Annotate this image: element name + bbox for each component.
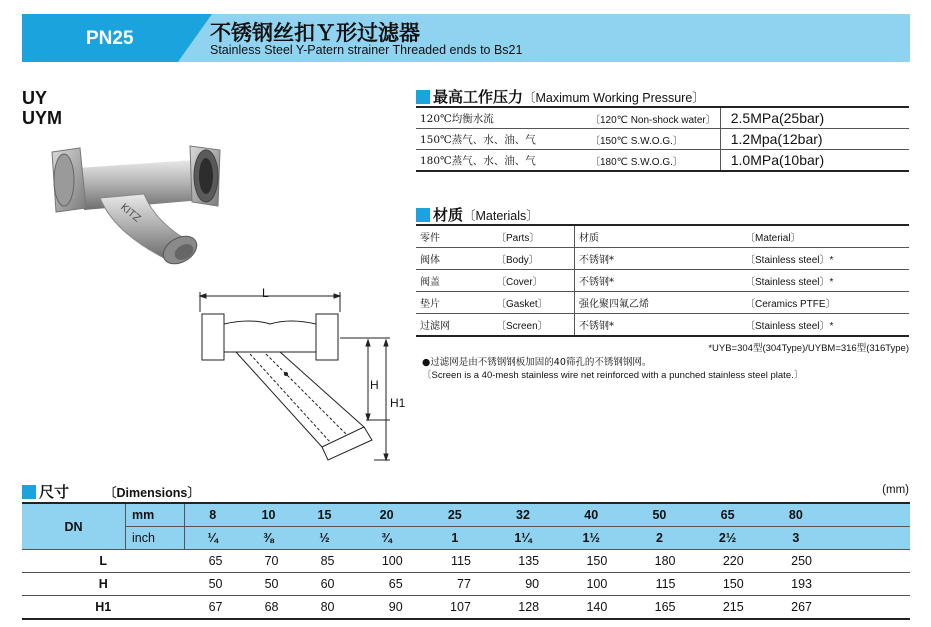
table-row: H1 67 68 80 90 107 128 140 165 215 267 xyxy=(22,596,910,620)
table-row: 120℃均衡水流 〔120℃ Non-shock water〕 2.5MPa(25bar) xyxy=(416,107,909,129)
screen-note-zh: ●过滤网是由不锈钢钢板加固的40筛孔的不锈钢钢网。 xyxy=(422,357,652,368)
dim-h1-label: H1 xyxy=(390,396,406,410)
pressure-table xyxy=(416,106,909,172)
table-row: H 50 50 60 65 77 90 100 115 150 193 xyxy=(22,573,910,596)
table-header-row-inch: inch ¼ ⅜ ½ ¾ 1 1¼ 1½ 2 2½ 3 xyxy=(22,527,910,550)
dim-l-label: L xyxy=(262,286,269,300)
section-marker-icon xyxy=(22,485,36,499)
table-row: 垫片 〔Gasket〕 强化聚四氟乙烯 〔Ceramics PTFE〕 xyxy=(416,292,909,314)
table-row: 阀盖 〔Cover〕 不锈钢* 〔Stainless steel〕* xyxy=(416,270,909,292)
series-label: PN25 xyxy=(86,28,134,49)
table-row: 过滤网 〔Screen〕 不锈钢* 〔Stainless steel〕* xyxy=(416,314,909,337)
type-footnote: *UYB=304型(304Type)/UYBM=316型(316Type) xyxy=(708,343,909,354)
page-title: 不锈钢丝扣Ｙ形过滤器 xyxy=(210,21,420,45)
pressure-section-title: 最高工作压力〔Maximum Working Pressure〕 xyxy=(416,86,705,107)
table-row: 180℃蒸气、水、油、气 〔180℃ S.W.O.G.〕 1.0MPa(10bar) xyxy=(416,150,909,172)
svg-text:KITZ: KITZ xyxy=(118,201,143,225)
materials-section-title: 材质〔Materials〕 xyxy=(416,204,539,225)
drain-plug xyxy=(284,372,288,376)
section-marker-icon xyxy=(416,90,430,104)
table-row: L 65 70 85 100 115 135 150 180 220 250 xyxy=(22,550,910,573)
page-subtitle: Stainless Steel Y-Patern strainer Threaded ends to Bs21 xyxy=(210,43,523,57)
strainer-photo xyxy=(44,140,224,290)
table-row: 阀体 〔Body〕 不锈钢* 〔Stainless steel〕* xyxy=(416,248,909,270)
dimensions-table xyxy=(22,502,910,620)
table-row: 150℃蒸气、水、油、气 〔150℃ S.W.O.G.〕 1.2Mpa(12bar) xyxy=(416,129,909,150)
model-uy: UY xyxy=(22,88,48,108)
dimensions-title-en: 〔Dimensions〕 xyxy=(104,486,200,500)
dimensions-section-title: 尺寸 xyxy=(22,481,69,502)
model-uym: UYM xyxy=(22,108,62,128)
section-marker-icon xyxy=(416,208,430,222)
unit-label: (mm) xyxy=(882,484,909,496)
materials-table xyxy=(416,224,909,337)
screen-note-en: 〔Screen is a 40-mesh stainless wire net reinforced with a punched stainless steel plate.〕 xyxy=(422,370,804,381)
dim-h-label: H xyxy=(370,378,379,392)
table-header-row-mm: DN mm 8 10 15 20 25 32 40 50 65 80 xyxy=(22,503,910,527)
table-header-row: 零件 〔Parts〕 材质 〔Material〕 xyxy=(416,225,909,248)
dimension-drawing xyxy=(190,282,410,472)
